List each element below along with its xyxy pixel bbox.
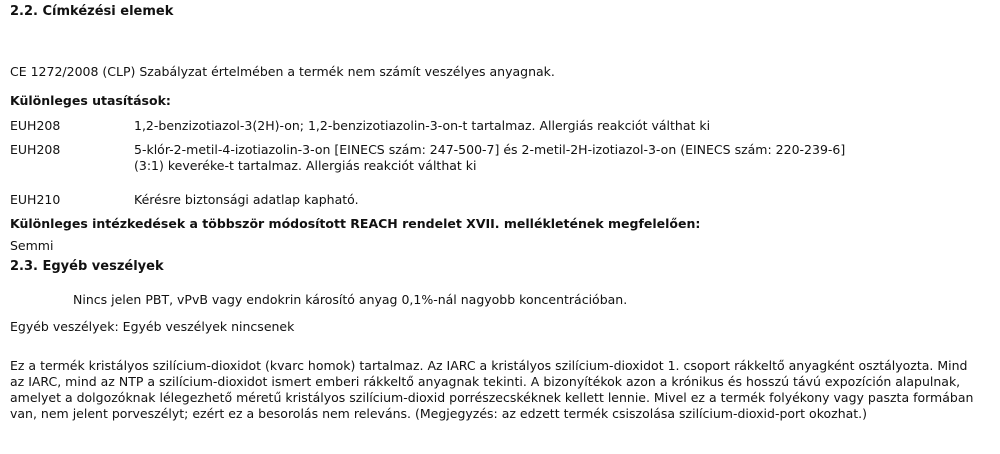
euh-code-2: EUH208 xyxy=(10,142,61,157)
euh-text-1: 1,2-benzizotiazol-3(2H)-on; 1,2-benzizotiazolin-3-on-t tartalmaz. Allergiás reakciót válthat ki xyxy=(134,118,711,133)
special-instructions-heading: Különleges utasítások: xyxy=(10,93,171,108)
euh-code-3: EUH210 xyxy=(10,192,61,207)
section-2-2-title: 2.2. Címkézési elemek xyxy=(10,4,174,19)
euh-code-1: EUH208 xyxy=(10,118,61,133)
section-2-3-title: 2.3. Egyéb veszélyek xyxy=(10,259,164,274)
euh-text-2: 5-klór-2-metil-4-izotiazolin-3-on [EINECS szám: 247-500-7] és 2-metil-2H-izotiazol-3-on (EINECS szám: 220-239-6] (3:1) keveréke-t tartalmaz. Allergiás reakciót válthat ki xyxy=(134,142,846,173)
clp-statement: CE 1272/2008 (CLP) Szabályzat értelmében a termék nem számít veszélyes anyagnak. xyxy=(10,64,555,79)
other-hazards: Egyéb veszélyek: Egyéb veszélyek nincsenek xyxy=(10,319,295,334)
euh-text-3: Kérésre biztonsági adatlap kapható. xyxy=(134,192,359,207)
reach-value: Semmi xyxy=(10,238,54,253)
pbt-statement: Nincs jelen PBT, vPvB vagy endokrin károsító anyag 0,1%-nál nagyobb koncentrációban. xyxy=(73,292,628,307)
silica-note: Ez a termék kristályos szilícium-dioxidot (kvarc homok) tartalmaz. Az IARC a kristályos szilícium-dioxidot 1. csoport rákkeltő anyagként osztályozta. Mind az IARC, mind az NTP a szilícium-dioxidot ismert emberi rákkeltő anyagnak tekinti. A bizonyítékok azon a krónikus és hosszú távú expozíción alapulnak, amelyet a dolgozóknak lélegezhető méretű kristályos szilícium-dioxid porrészecskéknek kellett lennie. Mivel ez a termék folyékony vagy paszta formában van, nem jelent porveszélyt; ezért ez a besorolás nem releváns. (Megjegyzés: az edzett termék csiszolása szilícium-dioxid-port okozhat.) xyxy=(10,358,974,421)
reach-heading: Különleges intézkedések a többször módosított REACH rendelet XVII. mellékletének megfelelően: xyxy=(10,216,701,231)
